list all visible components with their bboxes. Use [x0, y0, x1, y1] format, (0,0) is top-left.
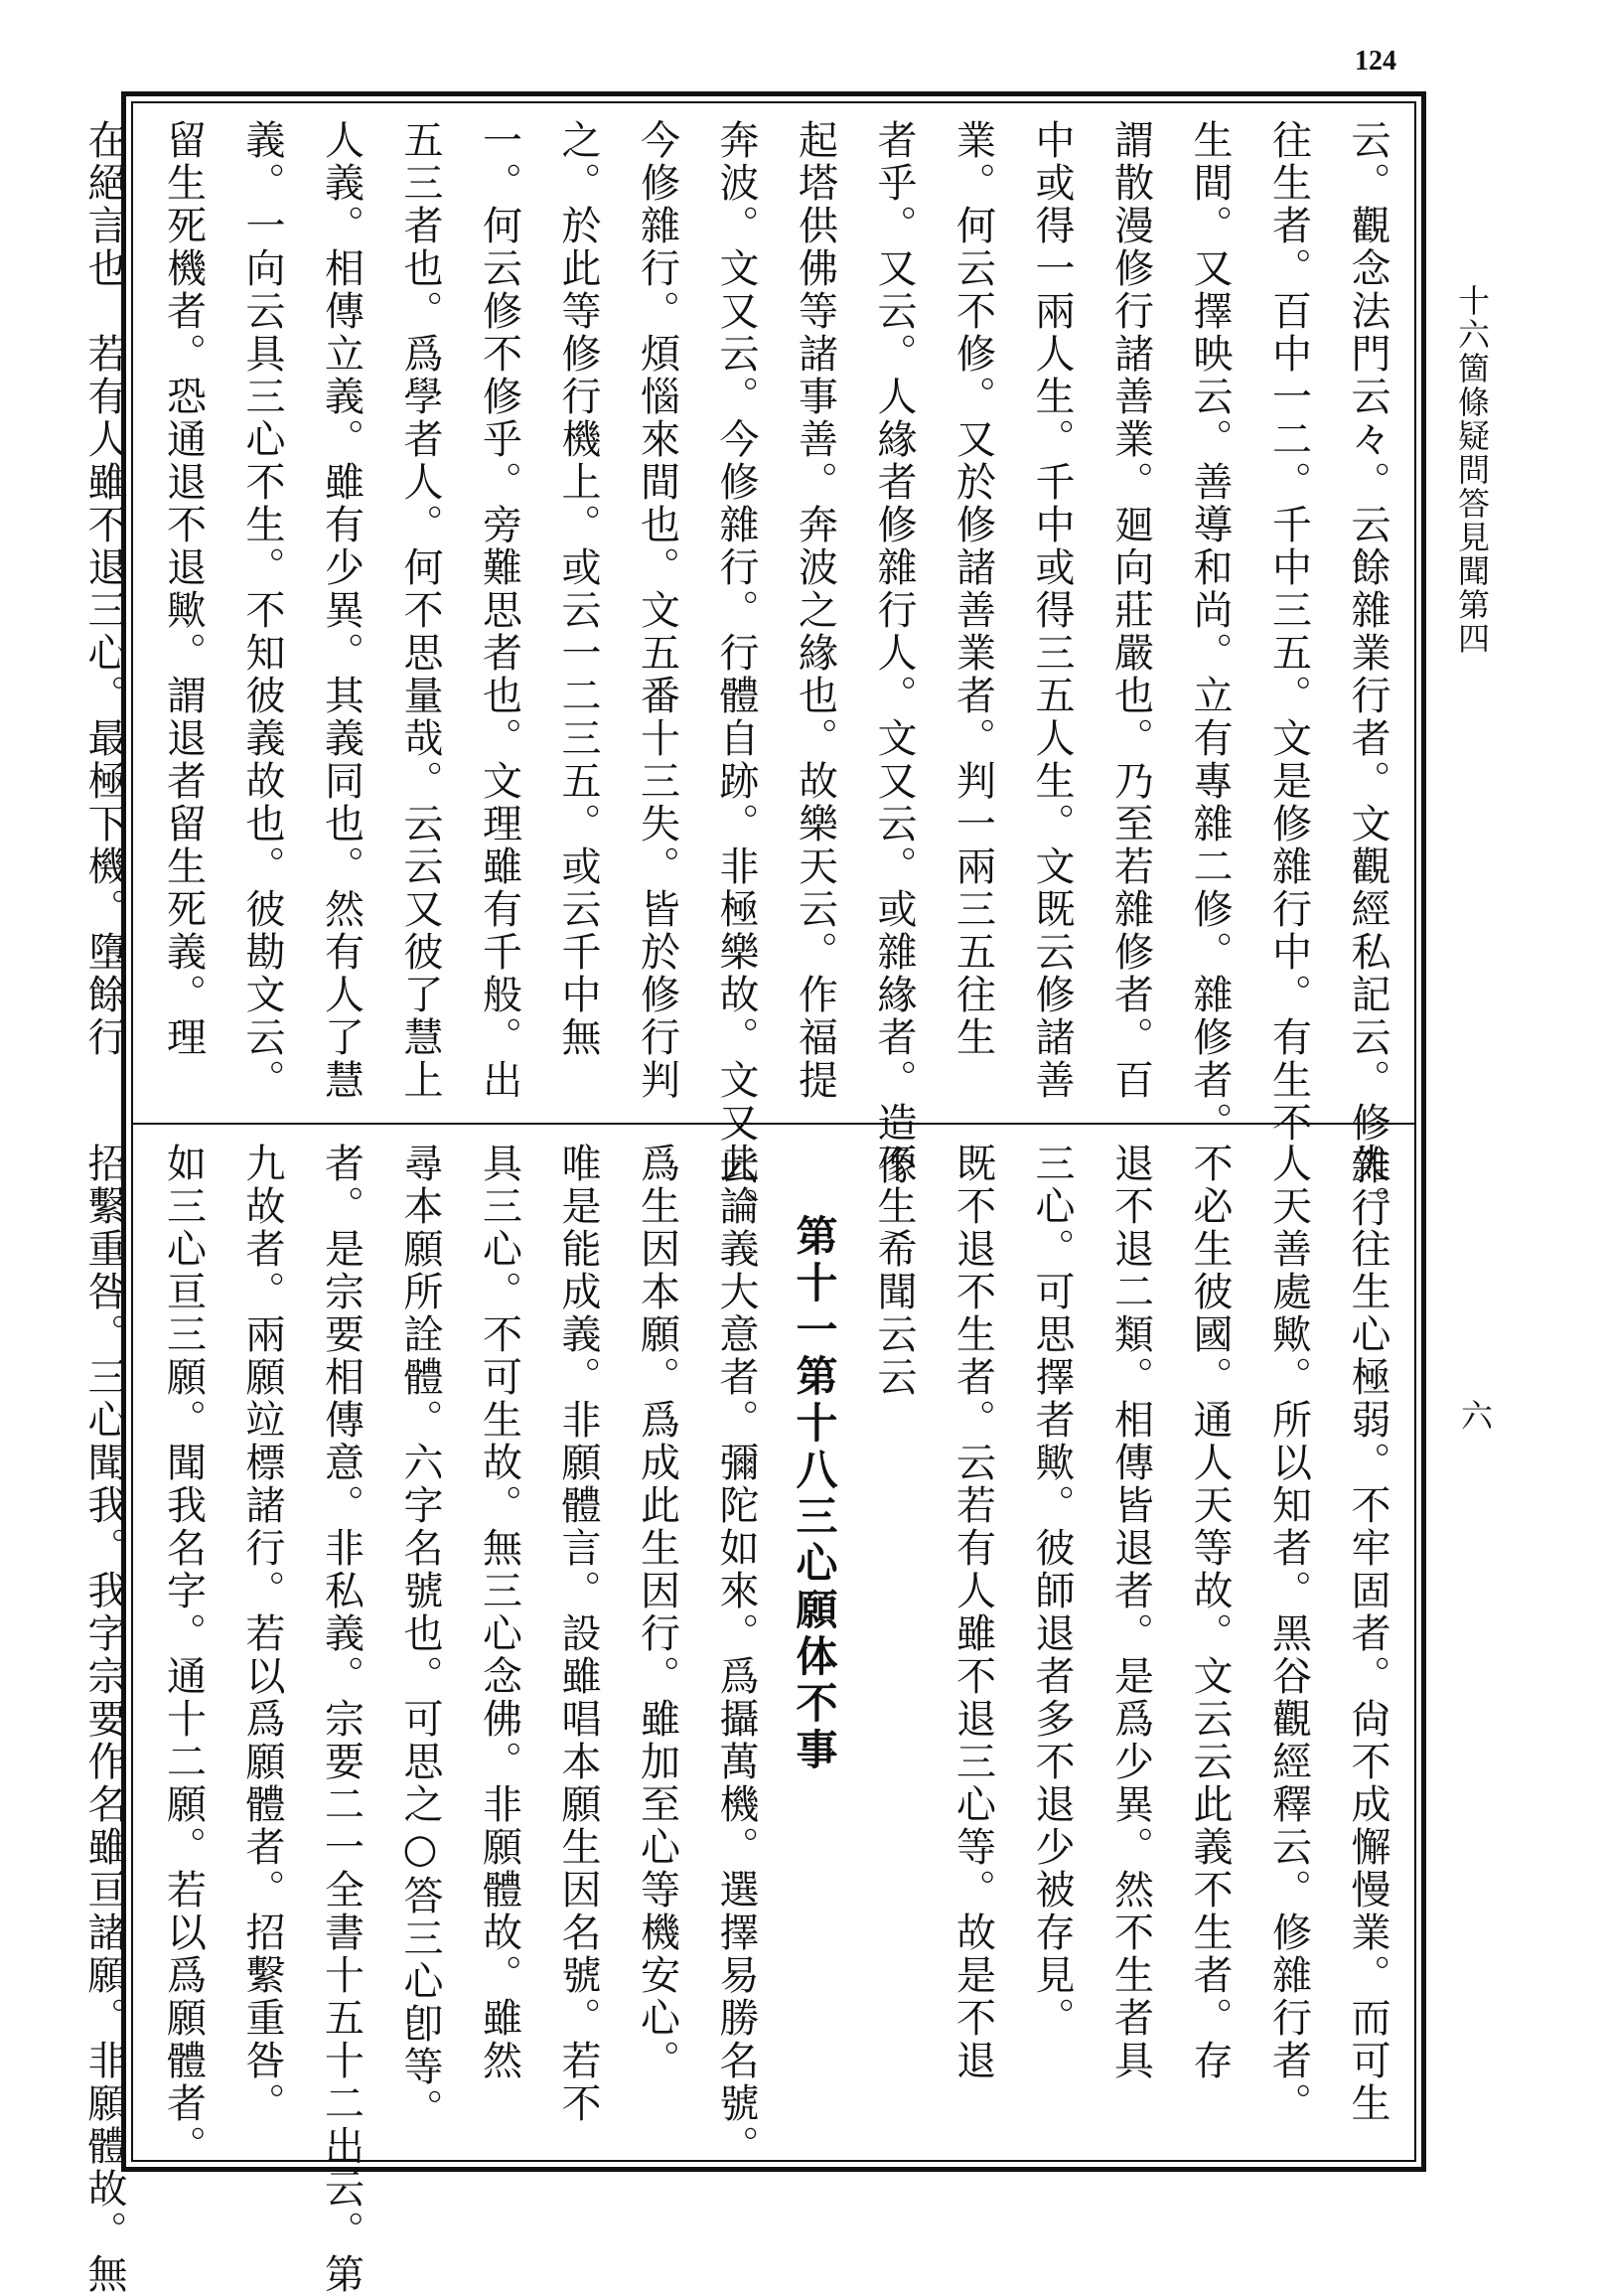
text-column: 具三心。不可生故。無三心念佛。非願體故。雖然 — [476, 1143, 522, 2082]
text-column: 云。觀念法門云々。云餘雜業行者。文觀經私記云。修雜行 — [1345, 119, 1390, 1230]
text-column: 既不退不生者。云若有人雖不退三心等。故是不退 — [950, 1143, 996, 2082]
text-column: 三心。可思擇者歟。彼師退者多不退少被存見。 — [1029, 1143, 1075, 2040]
text-column: 不生希聞云云 — [871, 1143, 917, 1399]
text-column: 一。何云修不修乎。旁難思者也。文理雖有千般。出 — [476, 119, 522, 1102]
text-column: 者乎。又云。人緣者修雜行人。文又云。或雜緣者。造像 — [871, 119, 917, 1187]
text-column: 往生者。百中一二。千中三五。文是修雜行中。有生不 — [1265, 119, 1312, 1145]
text-column: 此論義大意者。彌陀如來。爲攝萬機。選擇易勝名號。 — [713, 1143, 759, 2168]
text-column: 人義。相傳立義。雖有少異。其義同也。然有人了慧 — [318, 119, 365, 1102]
lower-text-block — [81, 1131, 1406, 2296]
text-column: 爲生因本願。爲成此生因行。雖加至心等機安心。 — [634, 1143, 680, 2082]
text-column: 退不退二類。相傳皆退者。是爲少異。然不生者具 — [1107, 1143, 1154, 2082]
text-column: 中或得一兩人生。千中或得三五人生。文既云修諸善 — [1029, 119, 1075, 1102]
text-column: 招繫重咎。三心聞我。我字宗要作名雖亘諸願。非願體故。無 — [81, 1143, 127, 2296]
text-column: 奔波。文又云。今修雜行。行體自跡。非極樂故。文又云。 — [713, 119, 759, 1230]
text-column: 義。一向云具三心不生。不知彼義故也。彼勘文云。 — [239, 119, 285, 1102]
text-column: 九故者。兩願竝標諸行。若以爲願體者。招繫重咎。 — [239, 1143, 285, 2125]
text-column: 之。於此等修行機上。或云一二三五。或云千中無 — [555, 119, 601, 1059]
text-column: 者。是宗要相傳意。非私義。宗要二一全書十五十二出云。第 — [318, 1143, 365, 2296]
side-folio: 六 — [1456, 1399, 1494, 1431]
text-column: 五三者也。爲學者人。何不思量哉。云云又彼了慧上 — [397, 119, 443, 1102]
text-column: 業。何云不修。又於修諸善業者。判一兩三五往生 — [950, 119, 996, 1059]
text-column: 尋本願所詮體。六字名號也。可思之○答三心卽等。 — [397, 1143, 443, 2131]
upper-text-block — [81, 107, 1406, 1230]
text-column: 失。往生心極弱。不牢固者。尙不成懈慢業。而可生 — [1345, 1143, 1390, 2125]
text-column: 留生死機者。恐通退不退歟。謂退者留生死義。理 — [160, 119, 207, 1059]
text-column: 如三心亘三願。聞我名字。通十二願。若以爲願體者。 — [160, 1143, 207, 2168]
text-column: 今修雜行。煩惱來間也。文五番十三失。皆於修行判 — [634, 119, 680, 1102]
text-column: 在絕言也 若有人雖不退三心。最極下機。墮餘行 — [81, 119, 127, 1059]
text-column: 人天善處歟。所以知者。黑谷觀經釋云。修雜行者。 — [1265, 1143, 1312, 2125]
text-column: 謂散漫修行諸善業。廻向莊嚴也。乃至若雜修者。百 — [1107, 119, 1154, 1102]
text-column: 不必生彼國。通人天等故。文云云此義不生者。存 — [1187, 1143, 1233, 2082]
page-number: 124 — [1355, 46, 1396, 77]
section-heading: 第十一第十八三心願体不事 — [790, 1214, 839, 1774]
text-column: 唯是能成義。非願體言。設雖唱本願生因名號。若不 — [555, 1143, 601, 2125]
text-column: 生間。又擇映云。善導和尚。立有專雜二修。雜修者。 — [1187, 119, 1233, 1145]
running-title: 十六箇條疑問答見聞第四 — [1453, 284, 1491, 656]
text-column: 起塔供佛等諸事善。奔波之緣也。故樂天云。作福提 — [792, 119, 838, 1102]
